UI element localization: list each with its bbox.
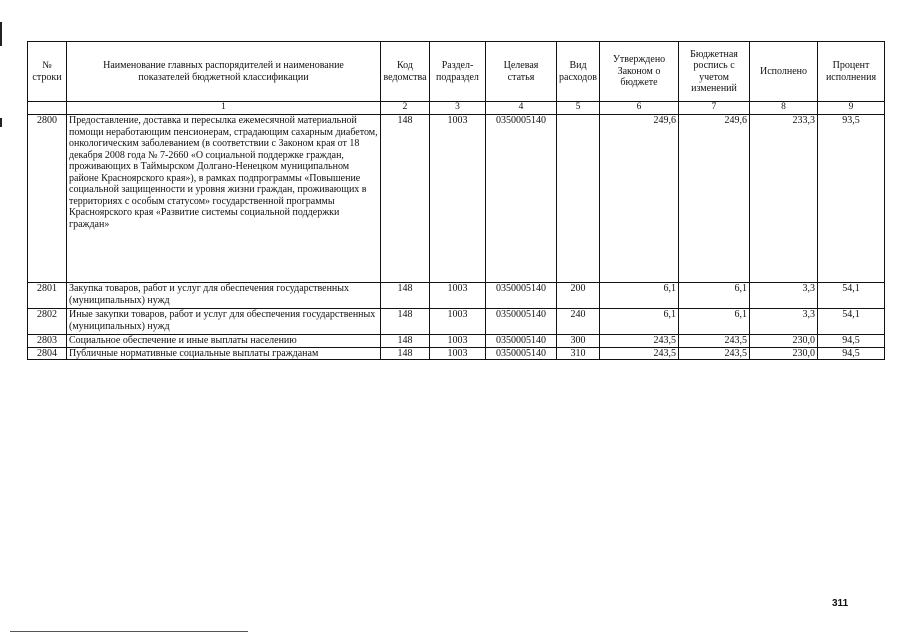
cell-approved: 243,5 — [600, 347, 679, 360]
cell-percent: 54,1 — [818, 283, 885, 309]
cell-row-number: 2802 — [28, 309, 67, 335]
column-number: 7 — [679, 102, 750, 115]
cell-section: 1003 — [430, 309, 486, 335]
cell-approved: 249,6 — [600, 115, 679, 283]
cell-target-article: 0350005140 — [486, 283, 557, 309]
cell-expense-type: 200 — [557, 283, 600, 309]
cell-name: Иные закупки товаров, работ и услуг для обеспечения государственных (муниципальных) нужд — [67, 309, 381, 335]
cell-section: 1003 — [430, 347, 486, 360]
cell-row-number: 2800 — [28, 115, 67, 283]
cell-executed: 230,0 — [750, 335, 818, 348]
column-number: 5 — [557, 102, 600, 115]
column-number — [28, 102, 67, 115]
cell-approved: 6,1 — [600, 309, 679, 335]
cell-row-number: 2804 — [28, 347, 67, 360]
cell-approved: 6,1 — [600, 283, 679, 309]
cell-name: Закупка товаров, работ и услуг для обеспечения государственных (муниципальных) нужд — [67, 283, 381, 309]
cell-dept-code: 148 — [381, 309, 430, 335]
cell-executed: 233,3 — [750, 115, 818, 283]
header-dept-code: Код ведомства — [381, 42, 430, 102]
cell-percent: 94,5 — [818, 347, 885, 360]
header-expense-type: Вид расходов — [557, 42, 600, 102]
cell-dept-code: 148 — [381, 347, 430, 360]
cell-dept-code: 148 — [381, 335, 430, 348]
cell-budget-list: 243,5 — [679, 335, 750, 348]
cell-percent: 94,5 — [818, 335, 885, 348]
budget-execution-table — [27, 41, 885, 360]
cell-executed: 230,0 — [750, 347, 818, 360]
header-section: Раздел-подраздел — [430, 42, 486, 102]
table-row — [28, 283, 885, 309]
cell-dept-code: 148 — [381, 115, 430, 283]
cell-target-article: 0350005140 — [486, 335, 557, 348]
scan-edge-mark — [0, 118, 2, 127]
column-number: 3 — [430, 102, 486, 115]
cell-expense-type: 240 — [557, 309, 600, 335]
header-target-article: Целевая статья — [486, 42, 557, 102]
header-executed: Исполнено — [750, 42, 818, 102]
header-budget-list: Бюджетная роспись с учетом изменений — [679, 42, 750, 102]
cell-percent: 93,5 — [818, 115, 885, 283]
cell-expense-type: 300 — [557, 335, 600, 348]
column-number: 4 — [486, 102, 557, 115]
cell-approved: 243,5 — [600, 335, 679, 348]
table-header-row — [28, 42, 885, 102]
column-number: 9 — [818, 102, 885, 115]
cell-budget-list: 6,1 — [679, 283, 750, 309]
table-row — [28, 115, 885, 283]
cell-expense-type — [557, 115, 600, 283]
cell-expense-type: 310 — [557, 347, 600, 360]
cell-section: 1003 — [430, 335, 486, 348]
header-percent: Процент исполнения — [818, 42, 885, 102]
cell-row-number: 2801 — [28, 283, 67, 309]
cell-row-number: 2803 — [28, 335, 67, 348]
cell-executed: 3,3 — [750, 309, 818, 335]
cell-target-article: 0350005140 — [486, 115, 557, 283]
cell-target-article: 0350005140 — [486, 309, 557, 335]
cell-percent: 54,1 — [818, 309, 885, 335]
cell-section: 1003 — [430, 283, 486, 309]
column-number-row — [28, 102, 885, 115]
table-row — [28, 309, 885, 335]
column-number: 6 — [600, 102, 679, 115]
cell-name: Предоставление, доставка и пересылка ежемесячной материальной помощи неработающим пенсионерам, страдающим сахарным диабетом, онкологическим заболеванием (в соответствии с Законом края от 18 декабря 2008 года № 7-2660 «О социальной поддержке граждан, проживающих в Таймырском Долгано-Ненецком муниципальном районе Красноярского края»), в рамках подпрограммы «Повышение социальной защищенности и уровня жизни граждан, проживающих в территориях с особым статусом» государственной программы Красноярского края «Развитие системы социальной поддержки граждан» — [67, 115, 381, 283]
header-name: Наименование главных распорядителей и наименование показателей бюджетной классификации — [67, 42, 381, 102]
scan-bottom-line — [10, 631, 248, 632]
cell-name: Публичные нормативные социальные выплаты гражданам — [67, 347, 381, 360]
header-approved: Утверждено Законом о бюджете — [600, 42, 679, 102]
cell-budget-list: 6,1 — [679, 309, 750, 335]
column-number: 1 — [67, 102, 381, 115]
cell-section: 1003 — [430, 115, 486, 283]
page-number: 311 — [832, 598, 849, 609]
scan-edge-mark — [0, 22, 2, 46]
header-row-number: № строки — [28, 42, 67, 102]
cell-budget-list: 243,5 — [679, 347, 750, 360]
table-row — [28, 347, 885, 360]
column-number: 8 — [750, 102, 818, 115]
column-number: 2 — [381, 102, 430, 115]
cell-name: Социальное обеспечение и иные выплаты населению — [67, 335, 381, 348]
table-row — [28, 335, 885, 348]
cell-target-article: 0350005140 — [486, 347, 557, 360]
cell-dept-code: 148 — [381, 283, 430, 309]
cell-executed: 3,3 — [750, 283, 818, 309]
cell-budget-list: 249,6 — [679, 115, 750, 283]
